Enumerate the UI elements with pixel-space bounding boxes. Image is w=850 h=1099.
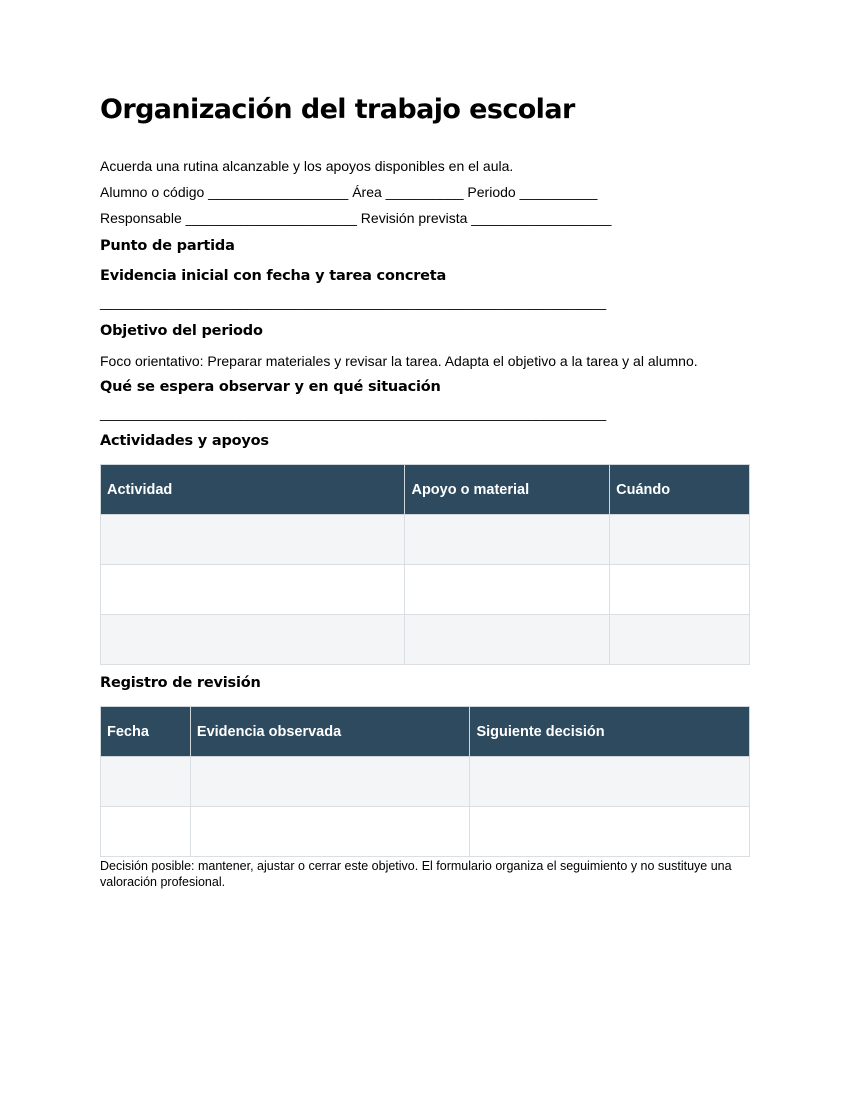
- review-col-next-decision: Siguiente decisión: [470, 707, 750, 757]
- table-cell[interactable]: [190, 807, 470, 857]
- fields-line-2: Responsable ______________________ Revisión prevista __________________: [100, 210, 612, 226]
- expected-observation-line: _________________________________________________________________: [100, 405, 607, 421]
- table-cell[interactable]: [405, 565, 610, 615]
- review-header-row: [101, 707, 750, 757]
- expected-observation-label: Qué se espera observar y en qué situación: [100, 379, 441, 395]
- fields-line-1: Alumno o código __________________ Área __________ Periodo __________: [100, 184, 598, 200]
- activities-header-row: [101, 465, 750, 515]
- activities-col-when: Cuándo: [610, 465, 750, 515]
- initial-evidence-label: Evidencia inicial con fecha y tarea concreta: [100, 268, 447, 284]
- table-cell[interactable]: [610, 615, 750, 665]
- table-cell[interactable]: [101, 757, 191, 807]
- review-col-date: Fecha: [101, 707, 191, 757]
- table-cell[interactable]: [405, 515, 610, 565]
- table-cell[interactable]: [190, 757, 470, 807]
- section-heading-starting-point: Punto de partida: [100, 238, 235, 254]
- table-cell[interactable]: [405, 615, 610, 665]
- table-row: [101, 757, 750, 807]
- table-cell[interactable]: [101, 515, 405, 565]
- table-cell[interactable]: [610, 565, 750, 615]
- review-table: [100, 706, 750, 857]
- table-cell[interactable]: [470, 757, 750, 807]
- intro-text: Acuerda una rutina alcanzable y los apoyos disponibles en el aula.: [100, 158, 514, 174]
- initial-evidence-line: _________________________________________________________________: [100, 294, 607, 310]
- review-col-evidence: Evidencia observada: [190, 707, 470, 757]
- table-row: [101, 615, 750, 665]
- table-row: [101, 565, 750, 615]
- table-cell[interactable]: [101, 807, 191, 857]
- activities-col-support: Apoyo o material: [405, 465, 610, 515]
- section-heading-review-log: Registro de revisión: [100, 675, 261, 691]
- focus-text: Foco orientativo: Preparar materiales y revisar la tarea. Adapta el objetivo a la tarea y al alumno.: [100, 353, 698, 369]
- table-cell[interactable]: [101, 565, 405, 615]
- section-heading-activities: Actividades y apoyos: [100, 433, 269, 449]
- page-title: Organización del trabajo escolar: [100, 94, 575, 125]
- activities-table: [100, 464, 750, 665]
- table-cell[interactable]: [610, 515, 750, 565]
- table-row: [101, 515, 750, 565]
- table-cell[interactable]: [101, 615, 405, 665]
- section-heading-period-objective: Objetivo del periodo: [100, 323, 263, 339]
- table-cell[interactable]: [470, 807, 750, 857]
- footnote: Decisión posible: mantener, ajustar o cerrar este objetivo. El formulario organiza el seguimiento y no sustituye una valoración profesional.: [100, 859, 732, 889]
- table-row: [101, 807, 750, 857]
- activities-col-activity: Actividad: [101, 465, 405, 515]
